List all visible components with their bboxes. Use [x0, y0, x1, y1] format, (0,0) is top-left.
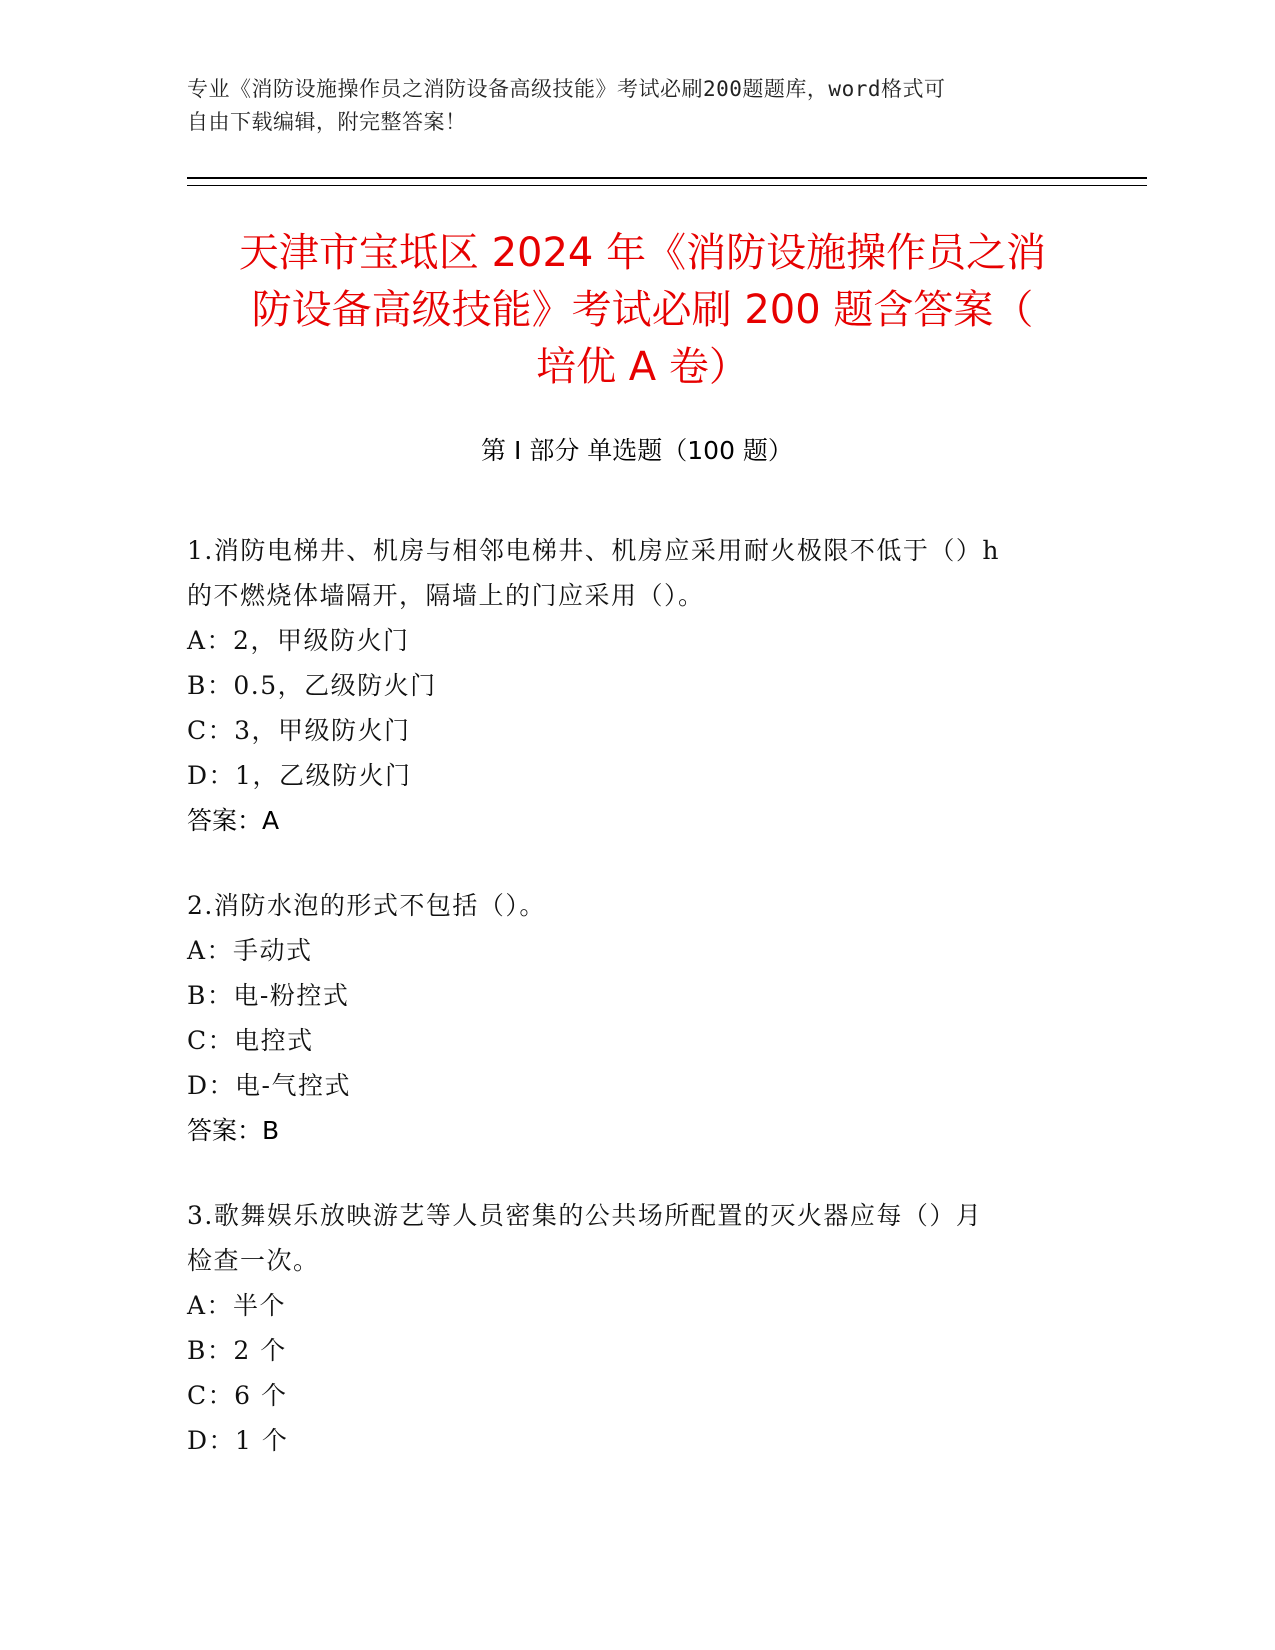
question-1 — [187, 528, 1067, 843]
option-c: C：电控式 — [187, 1026, 314, 1055]
option-b: B：0.5，乙级防火门 — [187, 671, 437, 700]
question-list — [187, 528, 1067, 1503]
header-rule-thin — [187, 185, 1147, 186]
title-line2: 防设备高级技能》考试必刷 200 题含答案（ — [251, 287, 1034, 333]
question-stem: 3.歌舞娱乐放映游艺等人员密集的公共场所配置的灭火器应每（）月 — [187, 1201, 983, 1230]
option-c: C：6 个 — [187, 1381, 288, 1410]
section-title: 第 I 部分 单选题（100 题） — [481, 436, 793, 465]
option-b: B：电-粉控式 — [187, 981, 350, 1010]
question-stem: 2.消防水泡的形式不包括（）。 — [187, 891, 546, 920]
option-d: D：1，乙级防火门 — [187, 761, 412, 790]
question-stem: 1.消防电梯井、机房与相邻电梯井、机房应采用耐火极限不低于（）h — [187, 536, 1000, 565]
title-line3: 培优 A 卷） — [536, 344, 749, 390]
header-rule-thick — [187, 177, 1147, 179]
header-note — [187, 73, 1067, 139]
answer: 答案：B — [187, 1116, 280, 1145]
option-a: A：手动式 — [187, 936, 313, 965]
option-d: D：电-气控式 — [187, 1071, 351, 1100]
question-stem-cont: 检查一次。 — [187, 1246, 320, 1275]
header-note-line1: 专业《消防设施操作员之消防设备高级技能》考试必刷200题题库，word格式可 — [187, 77, 946, 101]
answer: 答案：A — [187, 806, 280, 835]
option-d: D：1 个 — [187, 1426, 289, 1455]
option-a: A：2，甲级防火门 — [187, 626, 410, 655]
title-line1: 天津市宝坻区 2024 年《消防设施操作员之消 — [238, 230, 1047, 276]
header-note-line2: 自由下载编辑，附完整答案！ — [187, 110, 467, 134]
question-stem-cont: 的不燃烧体墙隔开，隔墙上的门应采用（）。 — [187, 581, 705, 610]
option-a: A：半个 — [187, 1291, 287, 1320]
question-3 — [187, 1193, 1067, 1463]
option-b: B：2 个 — [187, 1336, 287, 1365]
option-c: C：3，甲级防火门 — [187, 716, 411, 745]
page-title — [175, 225, 1110, 396]
question-2 — [187, 883, 1067, 1153]
